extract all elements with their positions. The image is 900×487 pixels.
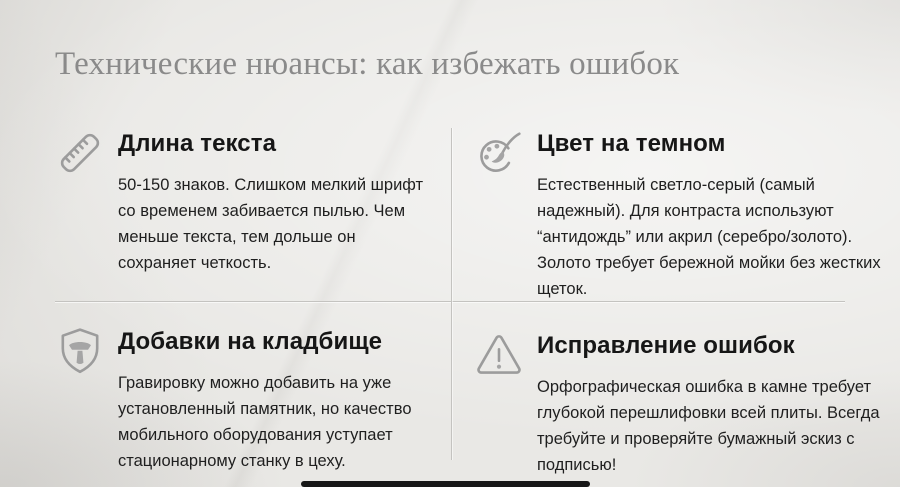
card-text: Орфографическая ошибка в камне требует глубокой перешлифовки всей плиты. Всегда требуйте и проверяйте бумажный эскиз с подписью! <box>537 378 880 474</box>
card-color-on-dark <box>474 128 883 302</box>
progress-bar <box>301 481 590 487</box>
card-text: 50-150 знаков. Слишком мелкий шрифт со временем забивается пылью. Чем меньше текста, тем дольше он сохраняет четкость. <box>118 176 424 272</box>
card-content <box>118 128 432 276</box>
card-title: Цвет на темном <box>537 130 726 157</box>
ruler-icon <box>55 128 105 178</box>
card-text: Естественный светло-серый (самый надежный). Для контраста используют “антидождь” или акрил (серебро/золото). Золото требует бережной мойки без жестких щеток. <box>537 176 881 298</box>
vertical-divider <box>451 128 452 460</box>
card-content <box>118 326 450 474</box>
page-title: Технические нюансы: как избежать ошибок <box>55 46 680 82</box>
card-content <box>537 128 883 302</box>
palette-brush-icon <box>474 128 524 178</box>
card-text: Гравировку можно добавить на уже установленный памятник, но качество мобильного оборудования уступает стационарному станку в цеху. <box>118 374 412 470</box>
shield-hammer-icon <box>55 326 105 376</box>
card-title: Добавки на кладбище <box>118 328 383 355</box>
card-cemetery-additions <box>55 326 450 474</box>
card-title: Исправление ошибок <box>537 332 795 359</box>
card-content <box>537 330 891 478</box>
card-title: Длина текста <box>118 130 277 157</box>
card-text-length <box>55 128 432 276</box>
card-error-correction <box>474 330 891 478</box>
warning-triangle-icon <box>474 330 524 380</box>
